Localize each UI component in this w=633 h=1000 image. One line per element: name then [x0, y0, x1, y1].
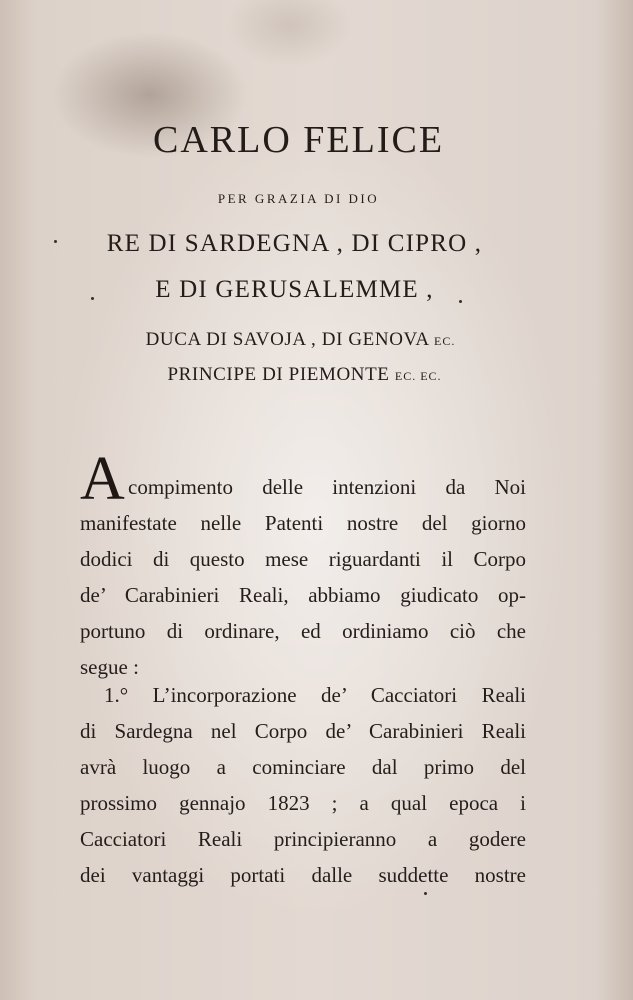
paragraph-line: compimento delle intenzioni da Noi — [128, 475, 526, 499]
paper-speck — [91, 297, 94, 300]
paragraph-line: segue : — [80, 655, 139, 679]
prince-line-etc: EC. EC. — [394, 369, 442, 383]
article-line: di Sardegna nel Corpo de’ Carabinieri Reali — [80, 719, 526, 743]
king-of-sardinia-line: RE DI SARDEGNA , DI CIPRO , — [106, 230, 483, 257]
paper-speck — [424, 892, 427, 895]
prince-line-text: PRINCIPE DI PIEMONTE — [167, 364, 390, 385]
prince-line — [0, 364, 621, 386]
paragraph-line: dodici di questo mese riguardanti il Corpo — [80, 547, 526, 571]
article-line: avrà luogo a cominciare dal primo del — [80, 755, 526, 779]
article-line: 1.° L’incorporazione de’ Cacciatori Reali — [104, 683, 526, 707]
paper-speck — [459, 300, 462, 303]
paragraph-line: manifestate nelle Patenti nostre del giorno — [80, 511, 526, 535]
duke-line-etc: EC. — [434, 334, 456, 348]
paragraph-line: de’ Carabinieri Reali, abbiamo giudicato op- — [80, 583, 526, 607]
article-line: prossimo gennajo 1823 ; a qual epoca i — [80, 791, 526, 815]
paper-speck — [54, 240, 57, 243]
king-name-title: CARLO FELICE — [152, 119, 445, 161]
paragraph-line: portuno di ordinare, ed ordiniamo ciò che — [80, 619, 526, 643]
article-line: Cacciatori Reali principieranno a godere — [80, 827, 526, 851]
drop-cap-letter: A — [80, 445, 125, 513]
duke-line-text: DUCA DI SAVOJA , DI GENOVA — [145, 329, 429, 350]
jerusalem-line: E DI GERUSALEMME , — [155, 276, 434, 303]
article-line: dei vantaggi portati dalle suddette nostre — [80, 863, 526, 887]
duke-line — [0, 329, 617, 351]
grace-of-god-line: PER GRAZIA DI DIO — [217, 191, 380, 206]
